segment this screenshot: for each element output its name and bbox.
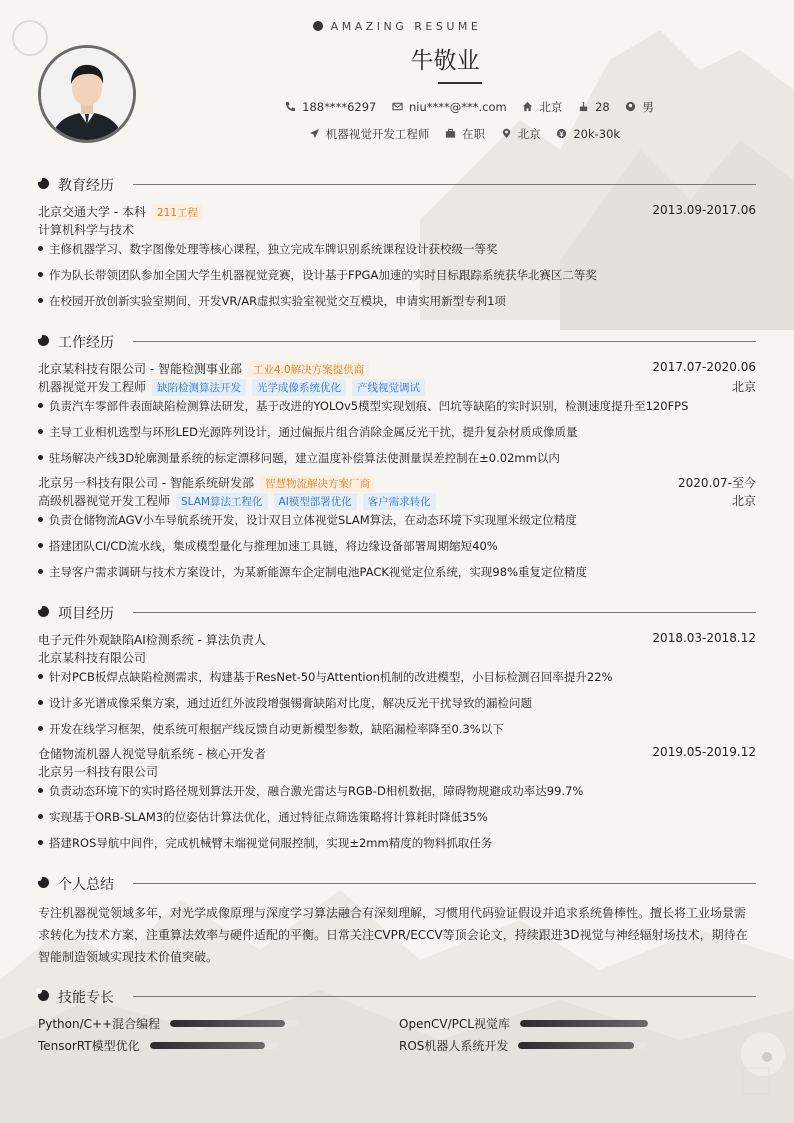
education-school-line — [38, 203, 756, 219]
work-location: 北京 — [731, 494, 756, 508]
contact-row — [0, 99, 794, 115]
work-company-line — [38, 360, 756, 376]
position-info — [309, 126, 430, 142]
money-icon — [556, 128, 567, 139]
skill-name: OpenCV/PCL视觉库 — [399, 1017, 510, 1031]
role-tag: 客户需求转化 — [363, 493, 436, 510]
project-date: 2018.03-2018.12 — [652, 631, 756, 645]
list-item — [38, 809, 756, 825]
skill-bar-fill — [518, 1042, 633, 1049]
email-text: niu****@***.com — [409, 100, 507, 114]
section-rule — [133, 341, 756, 342]
education-major-line — [38, 221, 756, 237]
bullet-text: 在校园开放创新实验室期间，开发VR/AR虚拟实验室视觉交互模块，申请实用新型专利1项 — [49, 294, 506, 308]
section-education — [38, 175, 756, 193]
bullet-text: 主修机器学习、数字图像处理等核心课程，独立完成车牌识别系统课程设计获校级一等奖 — [49, 242, 498, 256]
skill-bar — [518, 1042, 646, 1049]
role-tag: SLAM算法工程化 — [176, 493, 268, 510]
skill-item — [38, 1015, 298, 1031]
skill-bar — [170, 1020, 298, 1027]
list-item — [38, 783, 756, 799]
list-item — [38, 424, 756, 440]
skill-bar-fill — [150, 1042, 265, 1049]
section-rule — [133, 184, 756, 185]
home-icon — [522, 101, 533, 112]
bullet-text: 搭建ROS导航中间件，完成机械臂末端视觉伺服控制，实现±2mm精度的物料抓取任务 — [49, 836, 493, 850]
section-work — [38, 332, 756, 350]
role-tag: 产线视觉调试 — [352, 379, 425, 396]
section-title: 技能专长 — [58, 990, 114, 1006]
project-title-line — [38, 745, 756, 761]
position-text: 机器视觉开发工程师 — [325, 127, 430, 141]
skill-item — [399, 1015, 648, 1031]
mail-icon — [392, 101, 403, 112]
role-name: 机器视觉开发工程师 — [38, 380, 147, 394]
phone-text: 188****6297 — [302, 100, 377, 114]
list-item — [38, 721, 756, 737]
section-title: 项目经历 — [58, 606, 114, 622]
bullet-text: 负责汽车零部件表面缺陷检测算法研发，基于改进的YOLOv5模型实现划痕、凹坑等缺陷的实时识别，检测速度提升至120FPS — [49, 399, 689, 413]
salary-info — [556, 127, 620, 141]
project-org: 北京某科技有限公司 — [38, 651, 147, 665]
gender-icon — [625, 101, 636, 112]
gender-info — [625, 99, 654, 115]
bullet-text: 开发在线学习框架，使系统可根据产线反馈自动更新模型参数，缺陷漏检率降至0.3%以下 — [49, 722, 504, 736]
work-date: 2020.07-至今 — [678, 476, 756, 490]
skill-name: Python/C++混合编程 — [38, 1017, 161, 1031]
gender-text: 男 — [642, 100, 654, 114]
phone-info — [285, 100, 376, 114]
city-text: 北京 — [539, 100, 563, 114]
phone-icon — [285, 101, 296, 112]
major-name: 计算机科学与技术 — [38, 223, 135, 237]
bullet-text: 设计多光谱成像采集方案，通过近红外波段增强锡膏缺陷对比度，解决反光干扰导致的漏检问题 — [49, 696, 532, 710]
role-name: 高级机器视觉开发工程师 — [38, 494, 171, 508]
skill-bar — [150, 1042, 278, 1049]
company-tag: 智慧物流解决方案厂商 — [260, 475, 375, 492]
list-item — [38, 241, 756, 257]
section-title: 教育经历 — [58, 178, 114, 194]
role-tag: 缺陷检测算法开发 — [152, 379, 246, 396]
list-item — [38, 564, 756, 580]
skill-bar-fill — [520, 1020, 648, 1027]
target-city-text: 北京 — [517, 127, 541, 141]
city-info — [522, 99, 562, 115]
bullet-text: 作为队长带领团队参加全国大学生机器视觉竞赛，设计基于FPGA加速的实时目标跟踪系统获华北赛区二等奖 — [49, 268, 597, 282]
bullet-text: 负责仓储物流AGV小车导航系统开发，设计双目立体视觉SLAM算法，在动态环境下实现厘米级定位精度 — [49, 513, 577, 527]
salary-text: 20k-30k — [573, 127, 621, 141]
skill-item — [399, 1037, 646, 1053]
section-bullet-icon — [38, 606, 49, 617]
school-name: 北京交通大学 - 本科 — [38, 205, 146, 219]
project-date: 2019.05-2019.12 — [652, 745, 756, 759]
email-info — [392, 100, 507, 114]
list-item — [38, 450, 756, 466]
project-title: 电子元件外观缺陷AI检测系统 - 算法负责人 — [38, 633, 266, 647]
status-text: 在职 — [462, 127, 486, 141]
bullet-text: 主导工业相机选型与环形LED光源阵列设计，通过偏振片组合消除金属反光干扰，提升复杂材质成像质量 — [49, 425, 578, 439]
target-city-info — [501, 126, 541, 142]
bullet-text: 实现基于ORB-SLAM3的位姿估计算法优化，通过特征点筛选策略将计算耗时降低35% — [49, 810, 488, 824]
project-org-line — [38, 763, 756, 779]
section-skills — [38, 987, 756, 1005]
project-org: 北京另一科技有限公司 — [38, 765, 159, 779]
work-company-line — [38, 474, 756, 490]
cake-icon — [578, 101, 589, 112]
list-item — [38, 267, 756, 283]
section-bullet-icon — [38, 178, 49, 189]
role-tag: AI模型部署优化 — [274, 493, 357, 510]
skill-name: TensorRT模型优化 — [38, 1039, 140, 1053]
section-rule — [133, 612, 756, 613]
list-item — [38, 835, 756, 851]
section-rule — [133, 996, 756, 997]
bullet-text: 负责动态环境下的实时路径规划算法开发，融合激光雷达与RGB-D相机数据，障碍物规避成功率达99.7% — [49, 784, 584, 798]
age-text: 28 — [595, 100, 610, 114]
brand-header — [0, 20, 794, 33]
skill-item — [38, 1037, 278, 1053]
job-intent-row — [0, 126, 794, 142]
section-title: 工作经历 — [58, 335, 114, 351]
section-summary — [38, 874, 756, 892]
skill-name: ROS机器人系统开发 — [399, 1039, 509, 1053]
section-title: 个人总结 — [58, 877, 114, 893]
company-name: 北京另一科技有限公司 - 智能系统研发部 — [38, 476, 254, 490]
list-item — [38, 398, 756, 414]
work-role-line — [38, 378, 756, 394]
education-date: 2013.09-2017.06 — [652, 203, 756, 217]
skill-bar-fill — [170, 1020, 285, 1027]
bullet-text: 驻场解决产线3D轮廓测量系统的标定漂移问题，建立温度补偿算法使测量误差控制在±0.02mm以内 — [49, 451, 560, 465]
bullet-text: 针对PCB板焊点缺陷检测需求，构建基于ResNet-50与Attention机制的改进模型，小目标检测召回率提升22% — [49, 670, 613, 684]
project-title-line — [38, 631, 756, 647]
status-info — [445, 126, 485, 142]
company-tag: 工业4.0解决方案提供商 — [248, 361, 369, 378]
location-pin-icon — [501, 128, 512, 139]
bullet-text: 主导客户需求调研与技术方案设计，为某新能源车企定制电池PACK视觉定位系统，实现98%重复定位精度 — [49, 565, 587, 579]
section-bullet-icon — [38, 335, 49, 346]
section-projects — [38, 603, 756, 621]
skill-bar — [520, 1020, 648, 1027]
company-name: 北京某科技有限公司 - 智能检测事业部 — [38, 362, 242, 376]
role-tag: 光学成像系统优化 — [252, 379, 346, 396]
list-item — [38, 695, 756, 711]
section-rule — [133, 883, 756, 884]
project-title: 仓储物流机器人视觉导航系统 - 核心开发者 — [38, 747, 266, 761]
bullet-text: 搭建团队CI/CD流水线，集成模型量化与推理加速工具链，将边缘设备部署周期缩短40% — [49, 539, 498, 553]
summary-text: 专注机器视觉领域多年，对光学成像原理与深度学习算法融合有深刻理解，习惯用代码验证假设并追求系统鲁棒性。擅长将工业场景需求转化为技术方案，注重算法效率与硬件适配的平衡。日常关注CVPR/ECCV等顶会论文，持续跟进3D视觉与神经辐射场技术，期待在智能制造领域实现技术价值突破。 — [38, 906, 748, 964]
age-info — [578, 100, 610, 114]
list-item — [38, 538, 756, 554]
send-icon — [309, 128, 320, 139]
candidate-name: 牛敬业 — [410, 48, 480, 74]
school-tag: 211工程 — [152, 204, 203, 221]
work-role-line — [38, 492, 756, 508]
brand-text: AMAZING RESUME — [330, 20, 482, 33]
name-divider — [438, 82, 482, 84]
list-item — [38, 293, 756, 309]
briefcase-icon — [445, 128, 456, 139]
section-bullet-icon — [38, 990, 49, 1001]
work-location: 北京 — [731, 380, 756, 394]
list-item — [38, 669, 756, 685]
ink-dot-icon — [313, 21, 323, 31]
project-org-line — [38, 649, 756, 665]
work-date: 2017.07-2020.06 — [652, 360, 756, 374]
section-bullet-icon — [38, 877, 49, 888]
list-item — [38, 512, 756, 528]
